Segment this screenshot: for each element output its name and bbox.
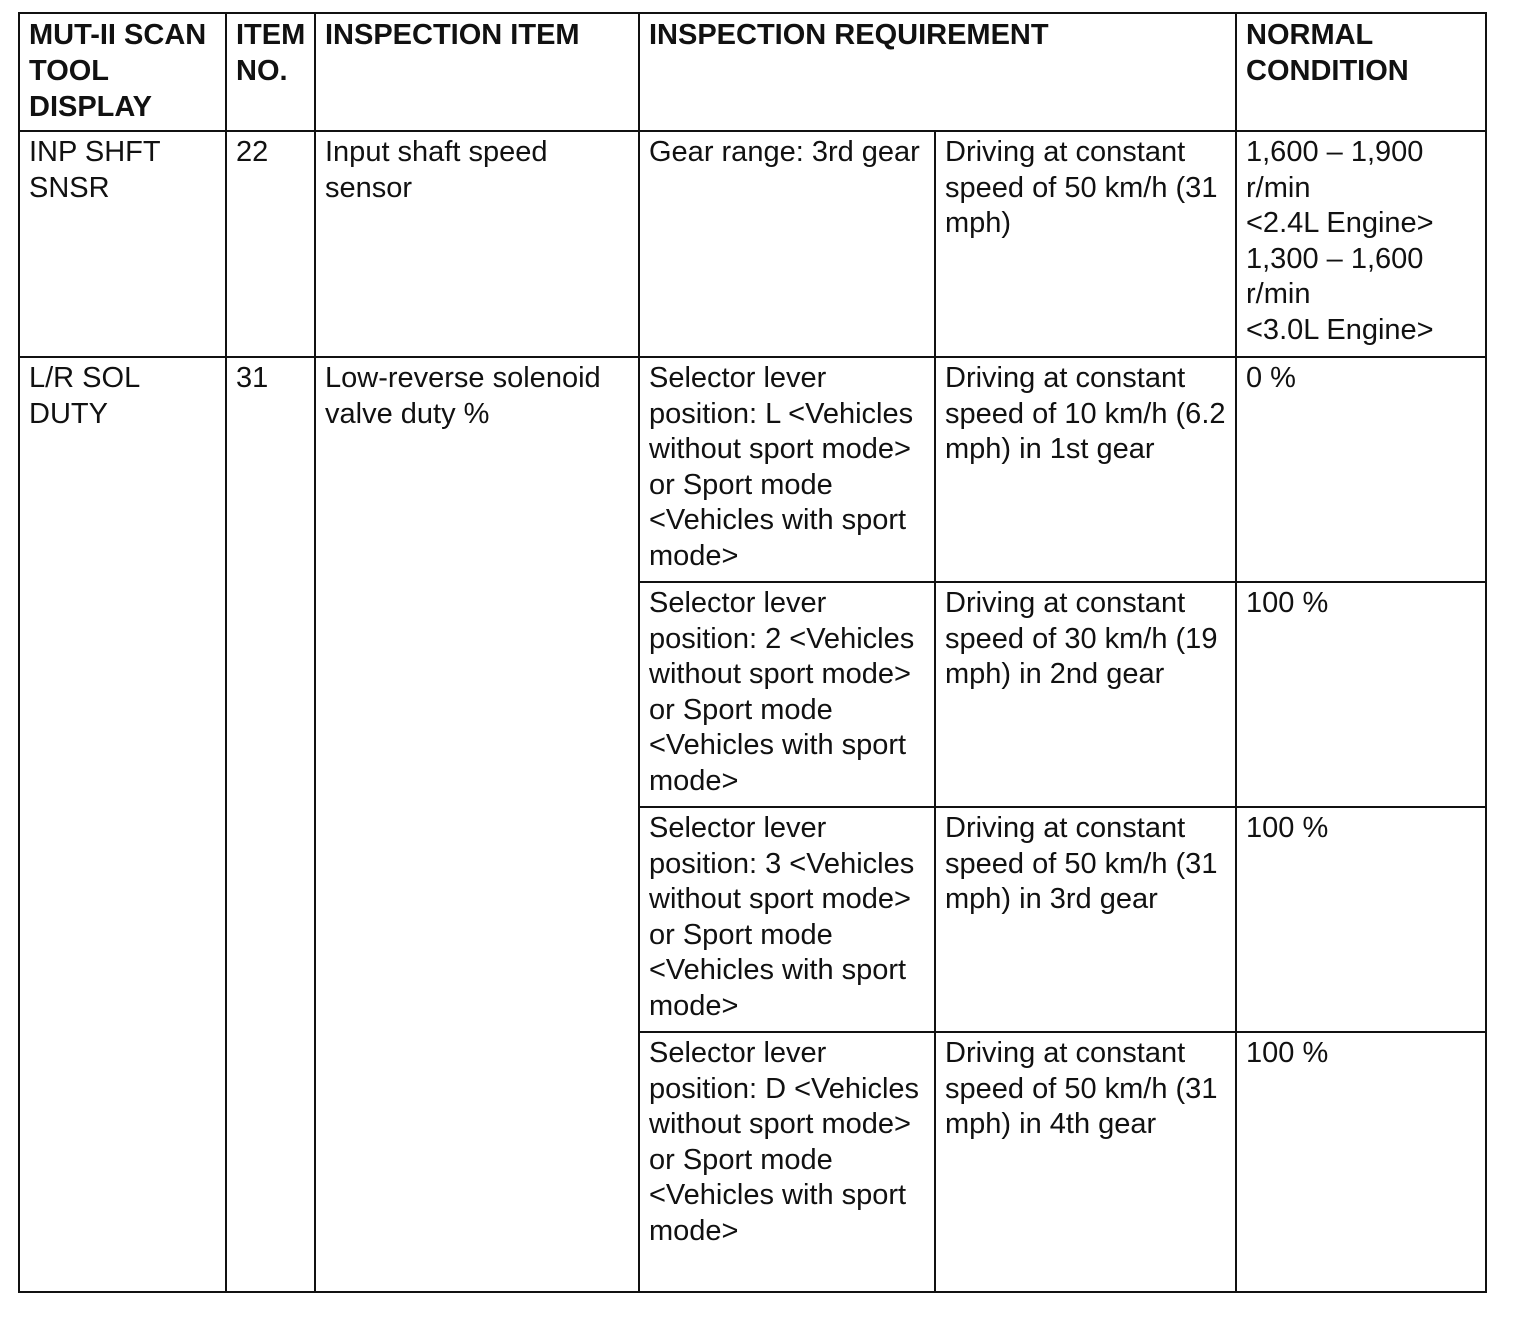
- table-row: [19, 357, 1486, 582]
- cell-item-no: 31: [226, 357, 315, 1292]
- normal-line: 1,600 – 1,900 r/min: [1246, 136, 1424, 204]
- cell-normal: 100 %: [1236, 807, 1486, 1032]
- cell-condition: Driving at constant speed of 50 km/h (31 mph) in 3rd gear: [935, 807, 1236, 1032]
- header-normal-condition: NORMAL CONDITION: [1236, 13, 1486, 131]
- cell-condition: Driving at constant speed of 10 km/h (6.2 mph) in 1st gear: [935, 357, 1236, 582]
- cell-item-no: 22: [226, 131, 315, 357]
- cell-requirement: Selector lever position: D <Vehicles without sport mode> or Sport mode <Vehicles with sport mode>: [639, 1032, 935, 1292]
- cell-requirement: Gear range: 3rd gear: [639, 131, 935, 357]
- cell-inspection-item: Input shaft speed sensor: [315, 131, 639, 357]
- cell-normal: 0 %: [1236, 357, 1486, 582]
- cell-normal: [1236, 131, 1486, 357]
- inspection-table: [18, 12, 1487, 1293]
- header-inspection-requirement: INSPECTION REQUIREMENT: [639, 13, 1236, 131]
- cell-requirement: Selector lever position: L <Vehicles without sport mode> or Sport mode <Vehicles with sport mode>: [639, 357, 935, 582]
- cell-normal: 100 %: [1236, 1032, 1486, 1292]
- header-item-no: ITEM NO.: [226, 13, 315, 131]
- header-inspection-item: INSPECTION ITEM: [315, 13, 639, 131]
- table-row: [19, 131, 1486, 357]
- header-display: MUT-II SCAN TOOL DISPLAY: [19, 13, 226, 131]
- normal-line: <3.0L Engine>: [1246, 313, 1434, 346]
- cell-requirement: Selector lever position: 3 <Vehicles without sport mode> or Sport mode <Vehicles with sport mode>: [639, 807, 935, 1032]
- cell-condition: Driving at constant speed of 50 km/h (31 mph): [935, 131, 1236, 357]
- cell-requirement: Selector lever position: 2 <Vehicles without sport mode> or Sport mode <Vehicles with sport mode>: [639, 582, 935, 807]
- cell-condition: Driving at constant speed of 50 km/h (31 mph) in 4th gear: [935, 1032, 1236, 1292]
- cell-display: L/R SOL DUTY: [19, 357, 226, 1292]
- normal-line: <2.4L Engine>: [1246, 207, 1434, 239]
- cell-inspection-item: Low-reverse solenoid valve duty %: [315, 357, 639, 1292]
- cell-condition: Driving at constant speed of 30 km/h (19 mph) in 2nd gear: [935, 582, 1236, 807]
- normal-line: 1,300 – 1,600 r/min: [1246, 242, 1424, 310]
- cell-normal: 100 %: [1236, 582, 1486, 807]
- table-header-row: [19, 13, 1486, 131]
- cell-display: INP SHFT SNSR: [19, 131, 226, 357]
